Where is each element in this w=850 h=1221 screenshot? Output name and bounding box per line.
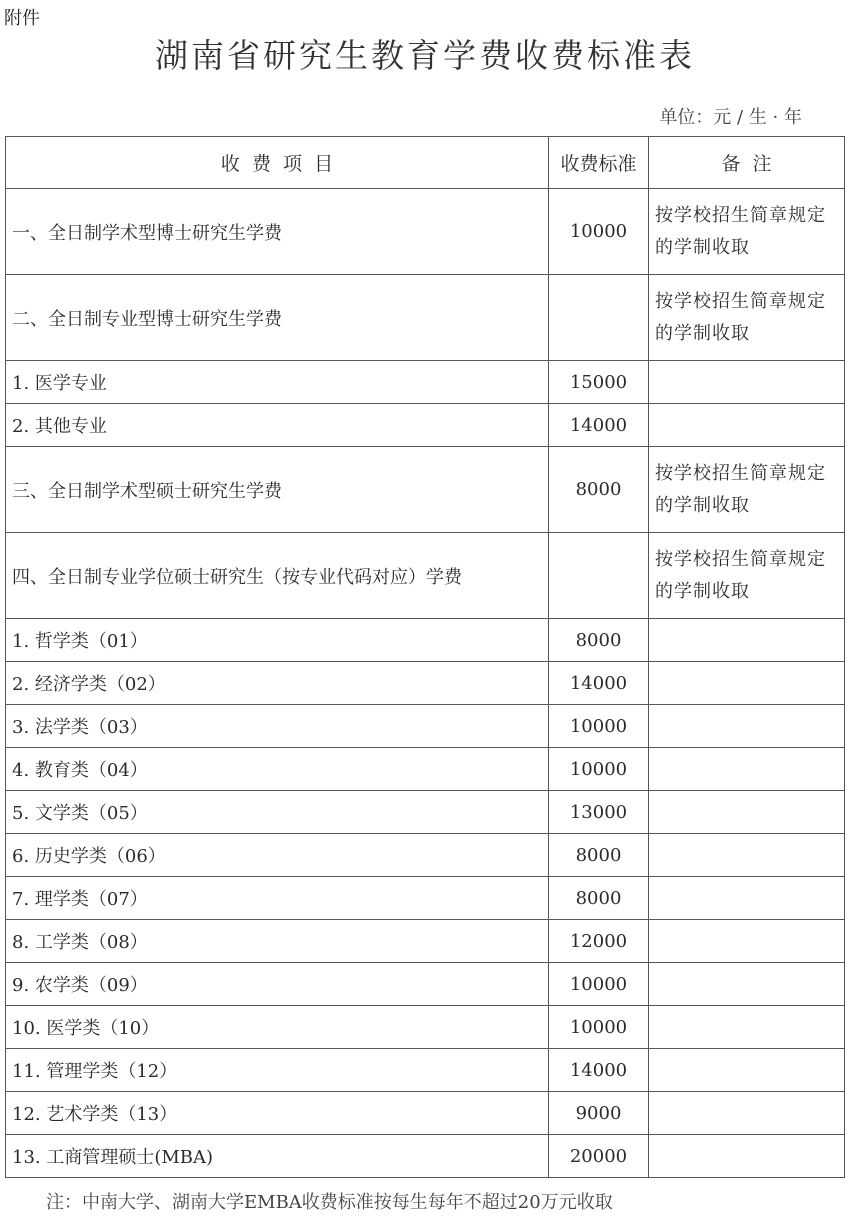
fee-note [649, 662, 845, 705]
fee-standard: 8000 [549, 834, 649, 877]
fee-standard: 15000 [549, 361, 649, 404]
fee-note [649, 404, 845, 447]
table-row [6, 1049, 845, 1092]
table-row [6, 877, 845, 920]
fee-item: 6. 历史学类（06） [6, 834, 549, 877]
table-row [6, 275, 845, 361]
fee-standard: 10000 [549, 1006, 649, 1049]
table-row [6, 619, 845, 662]
table-row [6, 189, 845, 275]
fee-standard: 20000 [549, 1135, 649, 1178]
fee-standard: 8000 [549, 619, 649, 662]
fee-item: 12. 艺术学类（13） [6, 1092, 549, 1135]
fee-item: 2. 经济学类（02） [6, 662, 549, 705]
fee-note [649, 877, 845, 920]
page-title: 湖南省研究生教育学费收费标准表 [155, 36, 695, 75]
table-row [6, 791, 845, 834]
fee-item: 11. 管理学类（12） [6, 1049, 549, 1092]
fee-standard: 14000 [549, 404, 649, 447]
table-row [6, 662, 845, 705]
table-row [6, 834, 845, 877]
table-row [6, 920, 845, 963]
fee-note [649, 361, 845, 404]
table-row [6, 533, 845, 619]
header-standard: 收费标准 [549, 137, 649, 189]
fee-note [649, 705, 845, 748]
fee-standard: 10000 [549, 189, 649, 275]
fee-item: 4. 教育类（04） [6, 748, 549, 791]
fee-item: 7. 理学类（07） [6, 877, 549, 920]
header-item: 收 费 项 目 [6, 137, 549, 189]
fee-note-text: 按学校招生简章规定的学制收取 [655, 204, 826, 258]
fee-table [5, 136, 845, 1178]
fee-item: 四、全日制专业学位硕士研究生（按专业代码对应）学费 [6, 533, 549, 619]
fee-standard: 8000 [549, 447, 649, 533]
fee-note [649, 1006, 845, 1049]
fee-note [649, 533, 845, 619]
fee-item: 10. 医学类（10） [6, 1006, 549, 1049]
fee-standard [549, 533, 649, 619]
fee-item: 1. 医学专业 [6, 361, 549, 404]
fee-note [649, 791, 845, 834]
header-note: 备 注 [649, 137, 845, 189]
fee-standard: 12000 [549, 920, 649, 963]
table-row [6, 748, 845, 791]
table-header-row [6, 137, 845, 189]
fee-note-text: 按学校招生简章规定的学制收取 [655, 290, 826, 344]
fee-note-text: 按学校招生简章规定的学制收取 [655, 462, 826, 516]
fee-standard: 13000 [549, 791, 649, 834]
fee-note [649, 447, 845, 533]
fee-item: 3. 法学类（03） [6, 705, 549, 748]
fee-item: 8. 工学类（08） [6, 920, 549, 963]
table-row [6, 447, 845, 533]
fee-standard: 14000 [549, 1049, 649, 1092]
fee-item: 9. 农学类（09） [6, 963, 549, 1006]
fee-table-body [6, 189, 845, 1178]
fee-note [649, 1049, 845, 1092]
unit-label: 单位：元 / 生 · 年 [659, 107, 802, 128]
fee-item: 二、全日制专业型博士研究生学费 [6, 275, 549, 361]
fee-item: 5. 文学类（05） [6, 791, 549, 834]
fee-note [649, 275, 845, 361]
fee-standard: 14000 [549, 662, 649, 705]
fee-note-text: 按学校招生简章规定的学制收取 [655, 548, 826, 602]
fee-item: 1. 哲学类（01） [6, 619, 549, 662]
fee-standard: 10000 [549, 705, 649, 748]
fee-standard [549, 275, 649, 361]
fee-standard: 9000 [549, 1092, 649, 1135]
table-row [6, 1135, 845, 1178]
table-row [6, 963, 845, 1006]
fee-standard: 8000 [549, 877, 649, 920]
fee-note [649, 1135, 845, 1178]
fee-item: 一、全日制学术型博士研究生学费 [6, 189, 549, 275]
fee-standard: 10000 [549, 748, 649, 791]
footnote: 注：中南大学、湖南大学EMBA收费标准按每生每年不超过20万元收取 [46, 1192, 613, 1213]
table-row [6, 361, 845, 404]
table-row [6, 1092, 845, 1135]
fee-note [649, 619, 845, 662]
fee-item: 2. 其他专业 [6, 404, 549, 447]
attachment-label: 附件 [4, 8, 40, 29]
fee-note [649, 963, 845, 1006]
fee-item: 13. 工商管理硕士(MBA) [6, 1135, 549, 1178]
table-row [6, 705, 845, 748]
table-row [6, 1006, 845, 1049]
fee-note [649, 748, 845, 791]
table-row [6, 404, 845, 447]
fee-standard: 10000 [549, 963, 649, 1006]
fee-note [649, 1092, 845, 1135]
fee-note [649, 920, 845, 963]
fee-note [649, 834, 845, 877]
fee-item: 三、全日制学术型硕士研究生学费 [6, 447, 549, 533]
fee-note [649, 189, 845, 275]
